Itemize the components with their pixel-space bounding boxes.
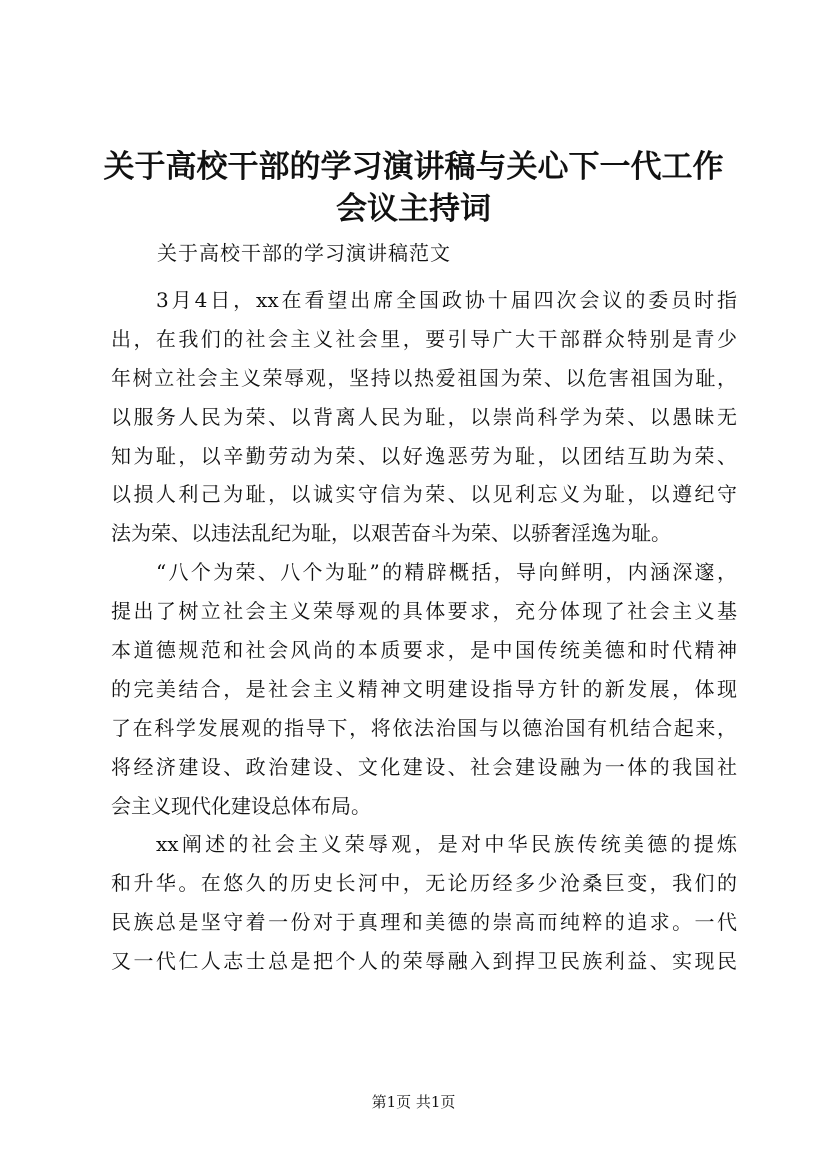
text-line: 提出了树立社会主义荣辱观的具体要求，充分体现了社会主义基 (111, 599, 737, 624)
text-line: 以服务人民为荣、以背离人民为耻，以崇尚科学为荣、以愚昧无 (111, 404, 737, 429)
text-line: 了在科学发展观的指导下，将依法治国与以德治国有机结合起来， (111, 715, 737, 740)
text-line: 本道德规范和社会风尚的本质要求，是中国传统美德和时代精神 (111, 638, 737, 663)
text-line: 和升华。在悠久的历史长河中，无论历经多少沧桑巨变，我们的 (111, 871, 737, 896)
document-subtitle: 关于高校干部的学习演讲稿范文 (157, 241, 451, 265)
document-title (100, 146, 727, 230)
text-line: 知为耻，以辛勤劳动为荣、以好逸恶劳为耻，以团结互助为荣、 (111, 443, 737, 468)
page-footer: 第1页 共1页 (371, 1093, 456, 1111)
paragraph-3 (111, 825, 737, 981)
text-line: xx阐述的社会主义荣辱观，是对中华民族传统美德的提炼 (156, 832, 737, 857)
text-line: “八个为荣、八个为耻”的精辟概括，导向鲜明，内涵深邃， (156, 560, 737, 585)
text-line: 的完美结合，是社会主义精神文明建设指导方针的新发展，体现 (111, 676, 737, 701)
paragraph-1 (111, 281, 737, 553)
paragraph-2 (111, 553, 737, 825)
text-line: 会主义现代化建设总体布局。 (111, 793, 371, 818)
text-line: 年树立社会主义荣辱观，坚持以热爱祖国为荣、以危害祖国为耻， (111, 365, 737, 390)
text-line: 民族总是坚守着一份对于真理和美德的崇高而纯粹的追求。一代 (111, 910, 737, 935)
text-line: 3月4日，xx在看望出席全国政协十届四次会议的委员时指 (156, 288, 737, 312)
text-line: 法为荣、以违法乱纪为耻，以艰苦奋斗为荣、以骄奢淫逸为耻。 (111, 521, 671, 546)
text-line: 出，在我们的社会主义社会里，要引导广大干部群众特别是青少 (111, 326, 737, 351)
title-line: 关于高校干部的学习演讲稿与关心下一代工作 (103, 149, 724, 185)
text-line: 将经济建设、政治建设、文化建设、社会建设融为一体的我国社 (111, 754, 737, 779)
document-body (111, 281, 737, 981)
title-line: 会议主持词 (336, 191, 491, 227)
text-line: 又一代仁人志士总是把个人的荣辱融入到捍卫民族利益、实现民 (111, 949, 737, 974)
text-line: 以损人利己为耻，以诚实守信为荣、以见利忘义为耻，以遵纪守 (111, 482, 737, 507)
